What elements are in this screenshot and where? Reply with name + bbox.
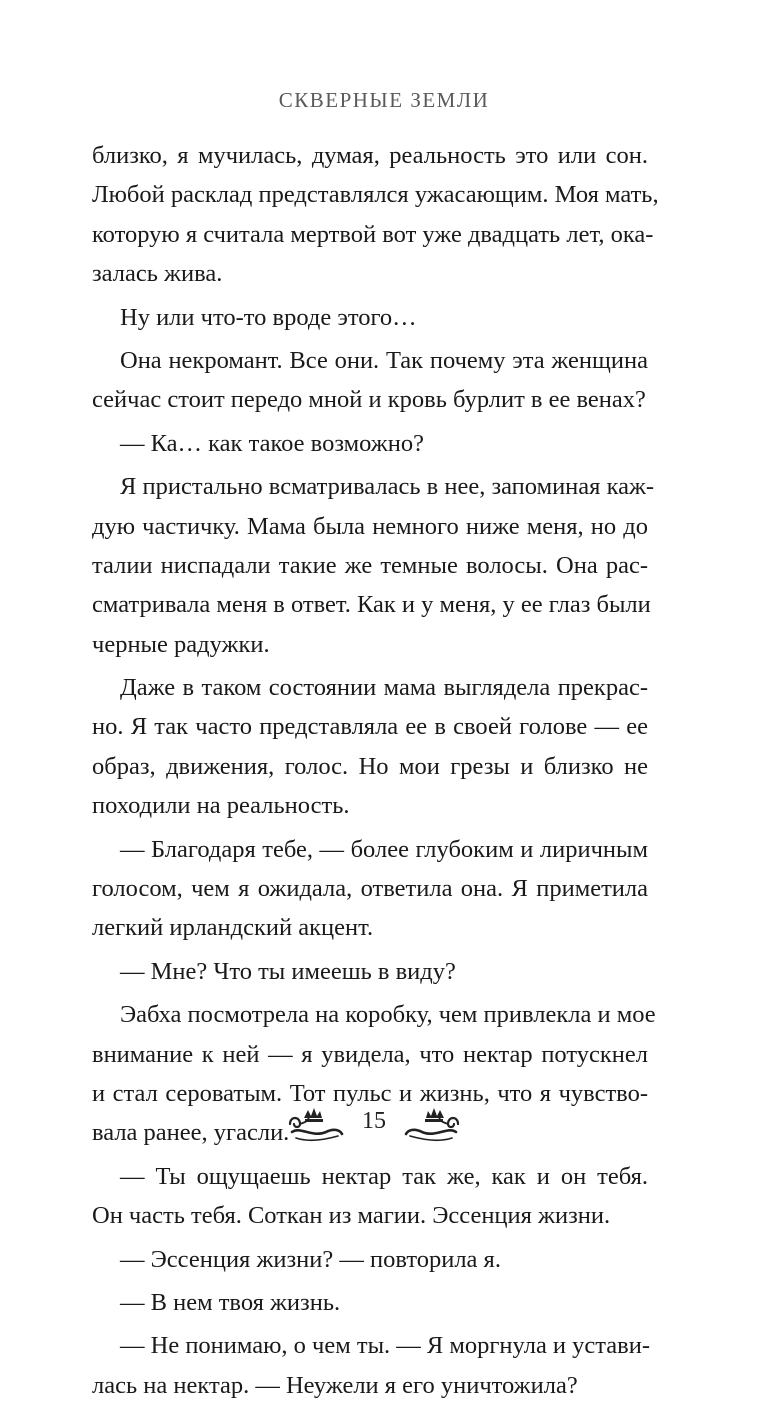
text-line: — Ка… как такое возможно? xyxy=(120,429,424,457)
text-line: Он часть тебя. Соткан из магии. Эссенция жизни. xyxy=(92,1202,611,1230)
paragraph xyxy=(92,298,648,337)
text-line: — Ты ощущаешь нектар так же, как и он тебя. xyxy=(120,1162,648,1190)
paragraph xyxy=(92,467,655,664)
text-line: легкий ирландский акцент. xyxy=(92,914,374,942)
text-line: Эабха посмотрела на коробку, чем привлекла и мое xyxy=(120,1001,656,1029)
paragraph xyxy=(92,1326,651,1405)
text-line: лась на нектар. — Неужели я его уничтожила? xyxy=(92,1371,578,1399)
text-line: — Эссенция жизни? — повторила я. xyxy=(120,1245,501,1273)
text-line: Она некромант. Все они. Так почему эта женщина xyxy=(120,346,648,374)
text-line: талии ниспадали такие же темные волосы. Она рас- xyxy=(92,551,648,579)
paragraph xyxy=(92,1240,648,1279)
text-line: близко, я мучилась, думая, реальность это или сон. xyxy=(92,142,648,169)
paragraph xyxy=(92,830,648,948)
running-title: СКВЕРНЫЕ ЗЕМЛИ xyxy=(278,88,490,112)
paragraph xyxy=(92,341,648,420)
text-line: вала ранее, угасли. xyxy=(92,1119,290,1147)
text-line: — Мне? Что ты имеешь в виду? xyxy=(120,957,456,985)
paragraph xyxy=(92,1283,648,1322)
text-line: Даже в таком состоянии мама выглядела прекрас- xyxy=(120,674,648,702)
text-line: Ну или что-то вроде этого… xyxy=(120,303,417,331)
text-line: залась жива. xyxy=(92,260,223,288)
text-line: образ, движения, голос. Но мои грезы и близко не xyxy=(92,752,648,780)
text-line: Я пристально всматривалась в нее, запоминая каж- xyxy=(120,473,655,501)
text-line: походили на реальность. xyxy=(92,792,350,820)
text-line: дую частичку. Мама была немного ниже меня, но до xyxy=(92,512,648,540)
text-line: и стал сероватым. Тот пульс и жизнь, что я чувство- xyxy=(92,1079,648,1107)
text-line: — Не понимаю, о чем ты. — Я моргнула и устави- xyxy=(120,1332,651,1360)
text-line: — Благодаря тебе, — более глубоким и лиричным xyxy=(120,835,648,863)
page-number: 15 xyxy=(362,1108,386,1134)
text-line: сматривала меня в ответ. Как и у меня, у ее глаз были xyxy=(92,591,651,619)
body-text xyxy=(92,136,659,1405)
text-line: которую я считала мертвой вот уже двадцать лет, ока- xyxy=(92,220,654,248)
paragraph xyxy=(92,952,648,991)
paragraph xyxy=(92,424,648,463)
crown-flourish-icon xyxy=(404,1102,462,1142)
text-line: сейчас стоит передо мной и кровь бурлит в ее венах? xyxy=(92,386,646,414)
text-line: черные радужки. xyxy=(92,630,270,658)
text-line: Любой расклад представлялся ужасающим. Моя мать, xyxy=(92,181,659,209)
text-line: — В нем твоя жизнь. xyxy=(120,1288,341,1316)
paragraph xyxy=(92,1157,648,1236)
text-line: внимание к ней — я увидела, что нектар потускнел xyxy=(92,1040,648,1068)
paragraph xyxy=(92,136,659,294)
text-line: голосом, чем я ожидала, ответила она. Я приметила xyxy=(92,875,648,903)
crown-flourish-icon xyxy=(286,1102,344,1142)
text-line: но. Я так часто представляла ее в своей голове — ее xyxy=(92,713,648,741)
page-footer xyxy=(0,1098,768,1150)
paragraph xyxy=(92,668,648,826)
